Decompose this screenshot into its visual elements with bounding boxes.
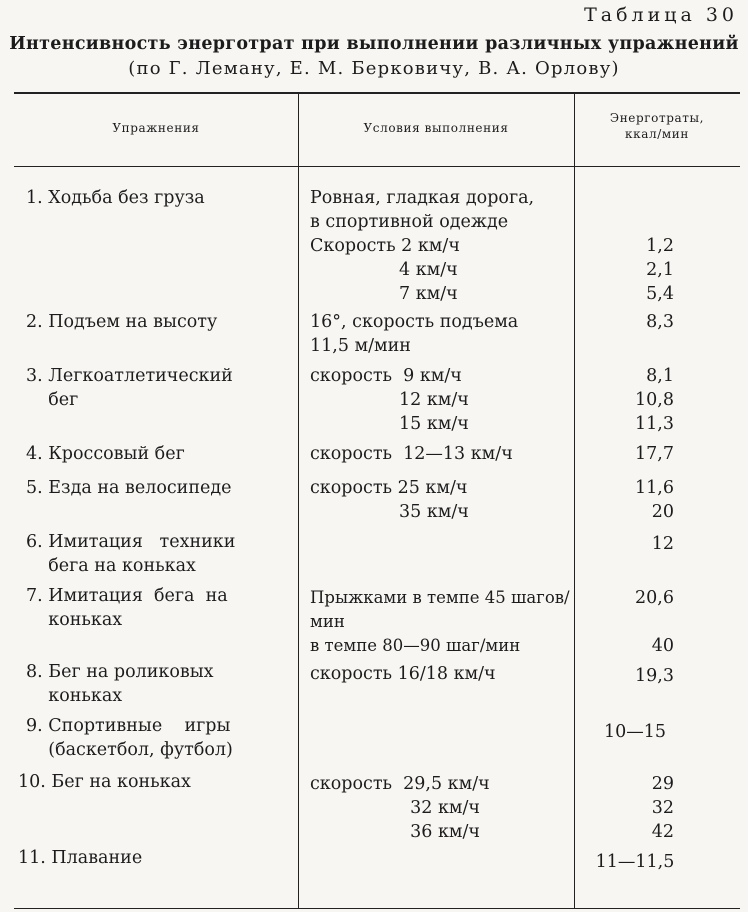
table-number-label: Таблица 30 (584, 4, 738, 26)
row-1-exercise: 1. Ходьба без груза (26, 188, 205, 208)
table-subtitle: (по Г. Леману, Е. М. Берковичу, В. А. Орлову) (128, 58, 620, 79)
row-10-exercise: 10. Бег на коньках (18, 772, 191, 792)
row-7-conditions: Прыжками в темпе 45 шагов/мин в темпе 80—90 шаг/мин (310, 588, 570, 655)
row-2-exercise: 2. Подъем на высоту (26, 312, 218, 332)
row-6-exercise: 6. Имитация техники бега на коньках (26, 532, 236, 576)
row-10-conditions: скорость 29,5 км/ч 32 км/ч 36 км/ч (310, 774, 490, 842)
row-3-exercise: 3. Легкоатлетический бег (26, 366, 233, 410)
row-4-conditions: скорость 12—13 км/ч (310, 444, 513, 464)
row-11-energy: 11—11,5 (595, 852, 675, 872)
row-1-conditions: Ровная, гладкая дорога, в спортивной одежде Скорость 2 км/ч 4 км/ч 7 км/ч (310, 188, 535, 304)
row-5-energy: 11,6 20 (635, 478, 674, 522)
row-9-exercise: 9. Спортивные игры (баскетбол, футбол) (26, 716, 233, 760)
row-8-conditions: скорость 16/18 км/ч (310, 664, 496, 684)
row-10-energy: 29 32 42 (651, 774, 674, 842)
row-8-exercise: 8. Бег на роликовых коньках (26, 662, 214, 706)
row-7-energy: 20,6 40 (635, 588, 674, 656)
row-7-exercise: 7. Имитация бега на коньках (26, 586, 228, 630)
row-3-energy: 8,1 10,8 11,3 (635, 366, 674, 434)
row-8-energy: 19,3 (635, 666, 674, 686)
column-header-exercise: Упражнения (112, 121, 200, 135)
header-rule (14, 166, 740, 167)
table-bottom-rule (14, 908, 740, 909)
row-1-energy: 1,2 2,1 5,4 (646, 236, 674, 304)
column-header-conditions: Условия выполнения (363, 121, 509, 135)
row-11-exercise: 11. Плавание (18, 848, 143, 868)
column-header-energy: Энерготраты, ккал/мин (609, 111, 705, 141)
table-top-rule (14, 92, 740, 94)
row-2-conditions: 16°, скорость подъема 11,5 м/мин (310, 312, 519, 356)
row-9-energy: 10—15 (603, 722, 667, 742)
row-5-conditions: скорость 25 км/ч 35 км/ч (310, 478, 469, 522)
column-divider-2 (574, 92, 575, 908)
row-4-energy: 17,7 (635, 444, 674, 464)
row-5-exercise: 5. Езда на велосипеде (26, 478, 232, 498)
table-title: Интенсивность энерготрат при выполнении различных упражнений (9, 34, 739, 54)
row-2-energy: 8,3 (646, 312, 674, 332)
row-6-energy: 12 (651, 534, 674, 554)
column-divider-1 (298, 92, 299, 908)
row-3-conditions: скорость 9 км/ч 12 км/ч 15 км/ч (310, 366, 469, 434)
row-4-exercise: 4. Кроссовый бег (26, 444, 185, 464)
